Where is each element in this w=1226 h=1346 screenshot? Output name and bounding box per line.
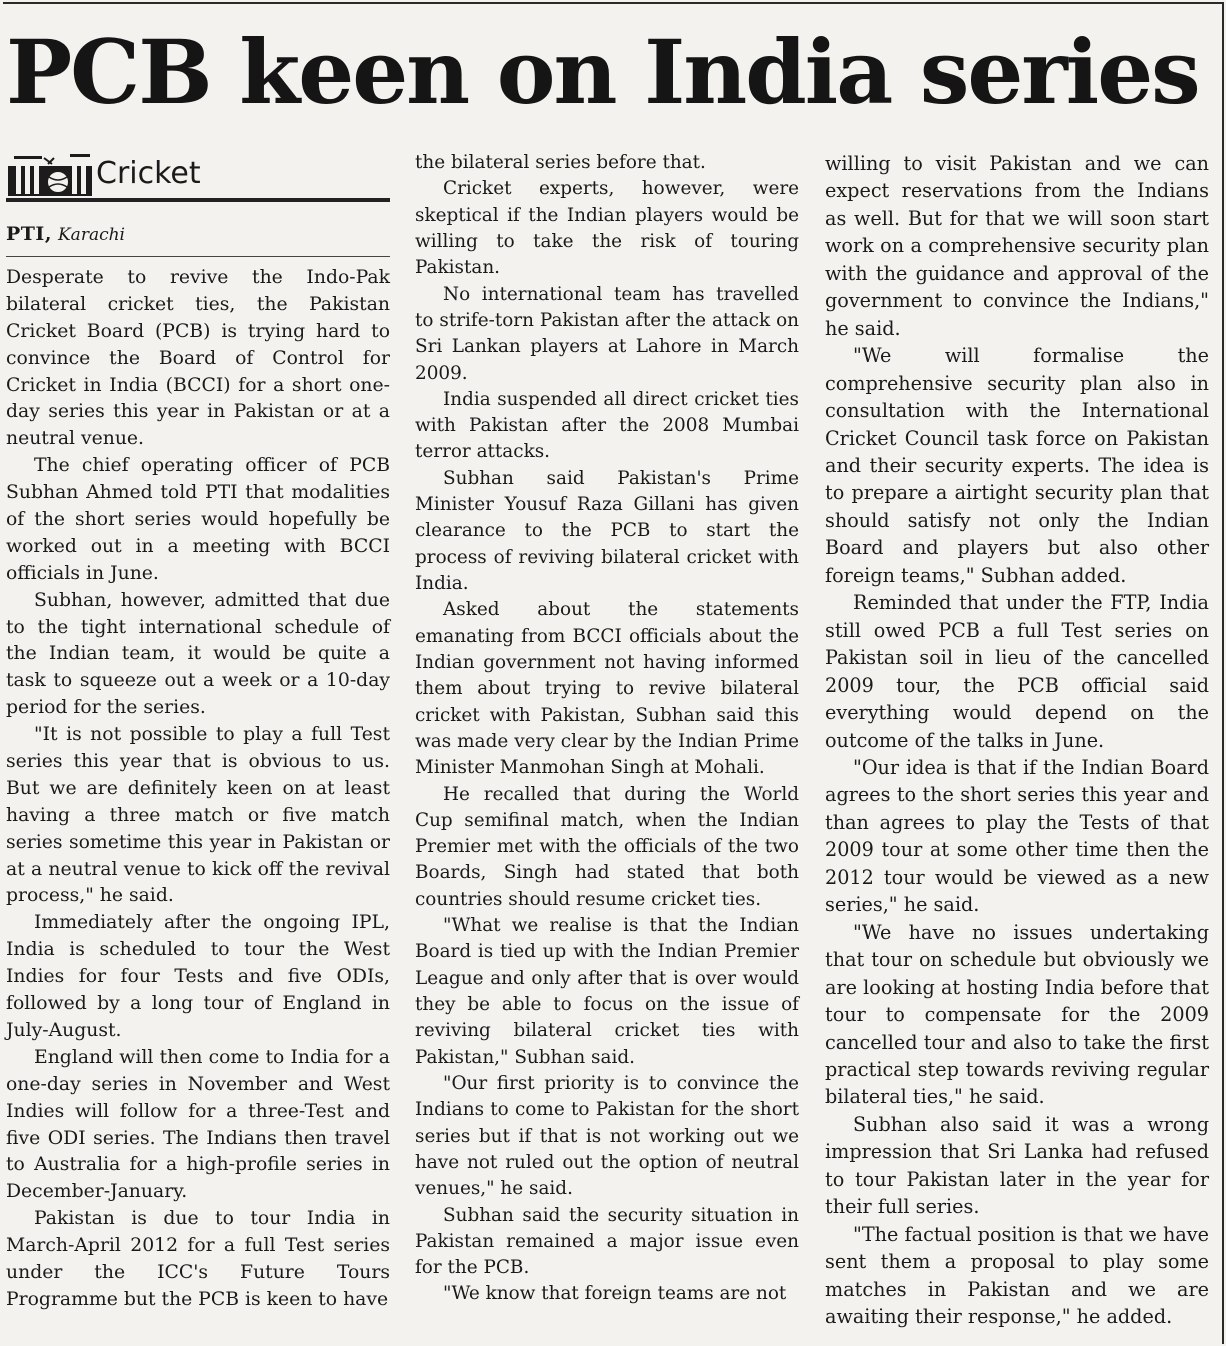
kicker-rule: [6, 198, 390, 202]
paragraph: Subhan, however, admitted that due to the tight international schedule of the Indian team, it would be quite a task to squeeze out a week or a 10-day period for the series.: [6, 589, 390, 719]
section-kicker: [6, 150, 390, 202]
paragraph: "We will formalise the comprehensive security plan also in consultation with the International Cricket Council task force on Pakistan and their security experts. The idea is to prepare a airtight security plan that should satisfy not only the Indian Board and players but also other foreign teams," Subhan added.: [825, 344, 1209, 587]
paragraph: Pakistan is due to tour India in March-April 2012 for a full Test series under the ICC's Future Tours Programme but the PCB is keen to have: [6, 1208, 390, 1310]
paragraph: India suspended all direct cricket ties with Pakistan after the 2008 Mumbai terror attacks.: [415, 388, 799, 463]
article-column-1: [6, 150, 390, 1314]
headline: PCB keen on India series: [6, 20, 1199, 124]
paragraph: He recalled that during the World Cup semifinal match, when the Indian Premier met with the officials of the two Boards, Singh had stated that both countries should resume cricket ties.: [415, 783, 799, 910]
paragraph: Subhan said the security situation in Pakistan remained a major issue even for the PCB.: [415, 1204, 799, 1279]
paragraph: The chief operating officer of PCB Subhan Ahmed told PTI that modalities of the short series would hopefully be worked out in a meeting with BCCI officials in June.: [6, 455, 390, 584]
paragraph: Subhan also said it was a wrong impression that Sri Lanka had refused to tour Pakistan later in the year for their full series.: [825, 1112, 1209, 1219]
byline-place: Karachi: [57, 225, 125, 245]
paragraph: Desperate to revive the Indo-Pak bilateral cricket ties, the Pakistan Cricket Board (PCB) is trying hard to convince the Board of Control for Cricket in India (BCCI) for a short one-day series this year in Pakistan or at a neutral venue.: [6, 267, 390, 450]
byline-rule: [6, 256, 390, 257]
cricket-stumps-ball-icon: [8, 152, 92, 198]
paragraph: "We have no issues undertaking that tour on schedule but obviously we are looking at hosting India before that tour to compensate for the 2009 cancelled tour and also to take the first practical step towards reviving regular bilateral ties," he said.: [825, 920, 1209, 1109]
article-column-3: [825, 150, 1209, 1330]
paragraph: Subhan said Pakistan's Prime Minister Yousuf Raza Gillani has given clearance to the PCB to start the process of reviving bilateral cricket with India.: [415, 467, 799, 594]
paragraph: "Our idea is that if the Indian Board agrees to the short series this year and than agrees to play the Tests of that 2009 tour at some other time then the 2012 tour would be viewed as a new series," he said.: [825, 755, 1209, 917]
article-column-2: [415, 150, 799, 1308]
paragraph: Cricket experts, however, were skeptical if the Indian players would be willing to take the risk of touring Pakistan.: [415, 178, 799, 279]
paragraph: "We know that foreign teams are not: [443, 1283, 787, 1305]
byline-agency: PTI,: [6, 223, 52, 245]
paragraph: "It is not possible to play a full Test series this year that is obvious to us. But we are definitely keen on at least having a three match or five match series sometime this year in Pakistan or at a neutral venue to kick off the revival process," he said.: [6, 724, 390, 907]
paragraph: the bilateral series before that.: [415, 152, 706, 173]
paragraph: "What we realise is that the Indian Board is tied up with the Indian Premier League and only after that is over would they be able to focus on the issue of reviving bilateral cricket ties with Pakistan," Subhan said.: [415, 915, 799, 1068]
paragraph: Asked about the statements emanating from BCCI officials about the Indian government not having informed them about trying to revive bilateral cricket with Pakistan, Subhan said this was made very clear by the Indian Prime Minister Manmohan Singh at Mohali.: [415, 599, 799, 779]
paragraph: England will then come to India for a one-day series in November and West Indies will follow for a three-Test and five ODI series. The Indians then travel to Australia for a high-profile series in December-January.: [6, 1046, 390, 1203]
byline: [6, 222, 390, 247]
section-label: Cricket: [96, 156, 201, 191]
paragraph: Reminded that under the FTP, India still owed PCB a full Test series on Pakistan soil in lieu of the cancelled 2009 tour, the PCB official said everything would depend on the outcome of the talks in June.: [825, 591, 1209, 752]
paragraph: "Our first priority is to convince the Indians to come to Pakistan for the short series but if that is not working out we have not ruled out the option of neutral venues," he said.: [415, 1072, 799, 1200]
paragraph: No international team has travelled to strife-torn Pakistan after the attack on Sri Lankan players at Lahore in March 2009.: [415, 283, 799, 384]
paragraph: willing to visit Pakistan and we can expect reservations from the Indians as well. But for that we will soon start work on a comprehensive security plan with the guidance and approval of the government to convince the Indians," he said.: [825, 152, 1209, 340]
paragraph: "The factual position is that we have sent them a proposal to play some matches in Pakistan and we are awaiting their response," he added.: [825, 1222, 1209, 1329]
right-border: [1222, 2, 1224, 1344]
top-border: [3, 2, 1223, 4]
paragraph: Immediately after the ongoing IPL, India is scheduled to tour the West Indies for four Tests and five ODIs, followed by a long tour of England in July-August.: [6, 912, 390, 1041]
